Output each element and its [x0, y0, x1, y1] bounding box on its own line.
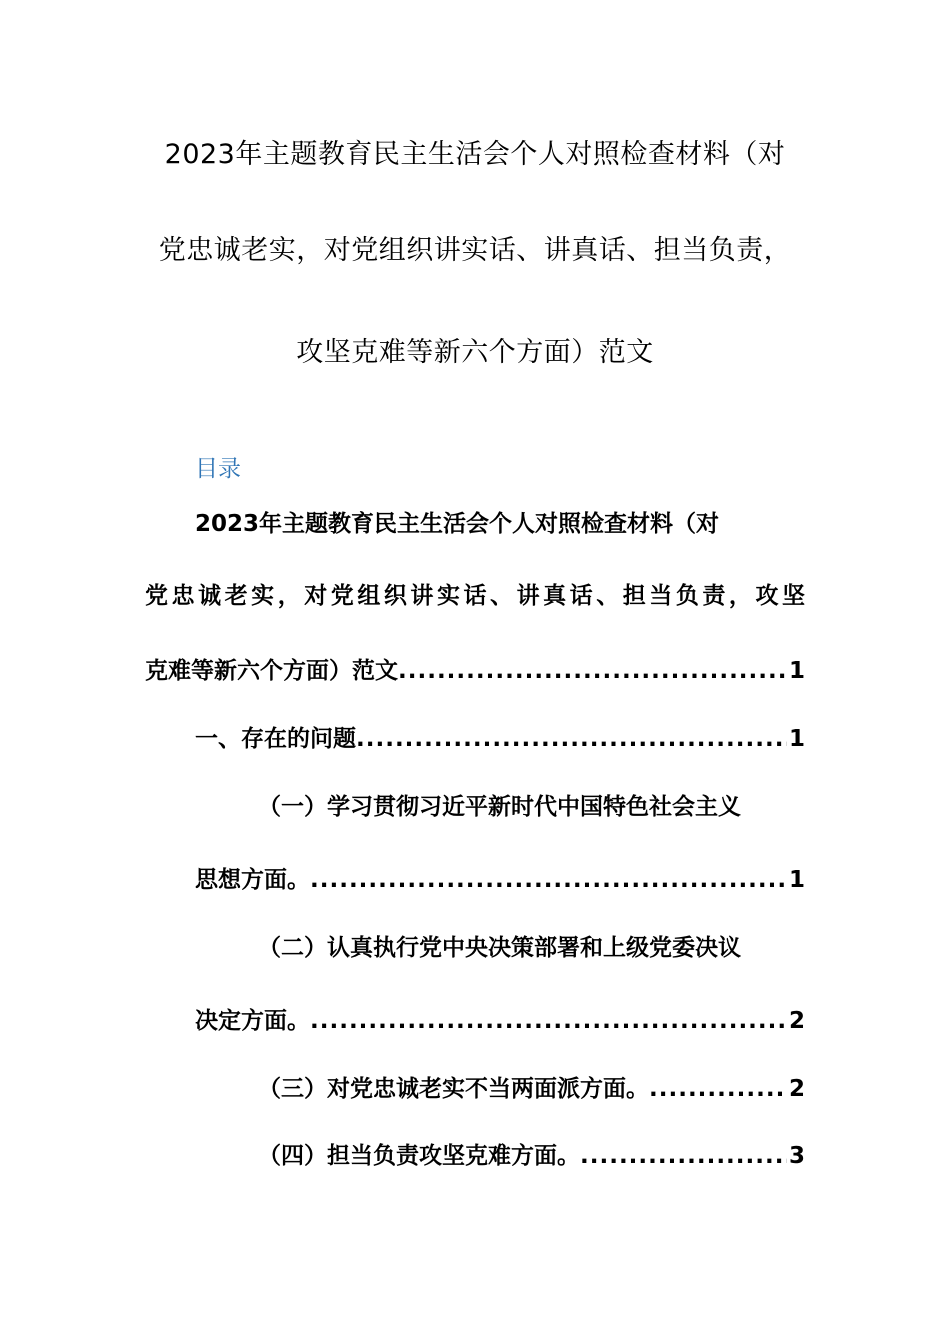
toc-entry-section-1-line-1[interactable]: [258, 788, 805, 821]
toc-entry-section-2-line-1[interactable]: [258, 929, 805, 962]
toc-page-number: 1: [788, 867, 805, 893]
toc-entry-section-4[interactable]: [258, 1137, 805, 1170]
toc-leader-dots: [398, 658, 787, 684]
toc-entry-title-line-2[interactable]: [145, 577, 805, 610]
toc-entry-text: （二）认真执行党中央决策部署和上级党委决议: [258, 935, 741, 961]
toc-leader-dots: [310, 1008, 787, 1034]
toc-page-number: 1: [788, 658, 805, 684]
toc-entry-text: 克难等新六个方面）范文: [145, 658, 398, 684]
toc-entry-text: 党忠诚老实，对党组织讲实话、讲真话、担当负责，攻坚: [145, 583, 805, 609]
toc-page-number: 2: [788, 1008, 805, 1034]
toc-entry-section-3[interactable]: [258, 1070, 805, 1103]
toc-entry-text: （一）学习贯彻习近平新时代中国特色社会主义: [258, 794, 741, 820]
toc-entry-title-line-1[interactable]: [195, 505, 805, 538]
toc-page-number: 3: [788, 1143, 805, 1169]
toc-leader-dots: [356, 726, 787, 752]
toc-entry-text: 一、存在的问题: [195, 726, 356, 752]
toc-entry-section-1-line-2[interactable]: [195, 861, 805, 894]
toc-entry-title-line-3[interactable]: [145, 652, 805, 685]
toc-leader-dots: [310, 867, 787, 893]
toc-leader-dots: [580, 1143, 787, 1169]
toc-entry-text: 思想方面。: [195, 867, 310, 893]
toc-entry-text: 决定方面。: [195, 1008, 310, 1034]
toc-entry-problems[interactable]: [195, 720, 805, 753]
toc-entry-section-2-line-2[interactable]: [195, 1002, 805, 1035]
toc-leader-dots: [649, 1076, 787, 1102]
title-line-2: 党忠诚老实，对党组织讲实话、讲真话、担当负责，: [158, 235, 792, 266]
toc-page-number: 2: [788, 1076, 805, 1102]
toc-heading: 目录: [195, 456, 241, 482]
title-line-1: 2023年主题教育民主生活会个人对照检查材料（对: [164, 139, 786, 170]
toc-entry-text: （四）担当负责攻坚克难方面。: [258, 1143, 580, 1169]
title-line-3: 攻坚克难等新六个方面）范文: [296, 337, 654, 368]
toc-entry-text: （三）对党忠诚老实不当两面派方面。: [258, 1076, 649, 1102]
toc-page-number: 1: [788, 726, 805, 752]
toc-entry-text: 2023年主题教育民主生活会个人对照检查材料（对: [195, 511, 720, 537]
